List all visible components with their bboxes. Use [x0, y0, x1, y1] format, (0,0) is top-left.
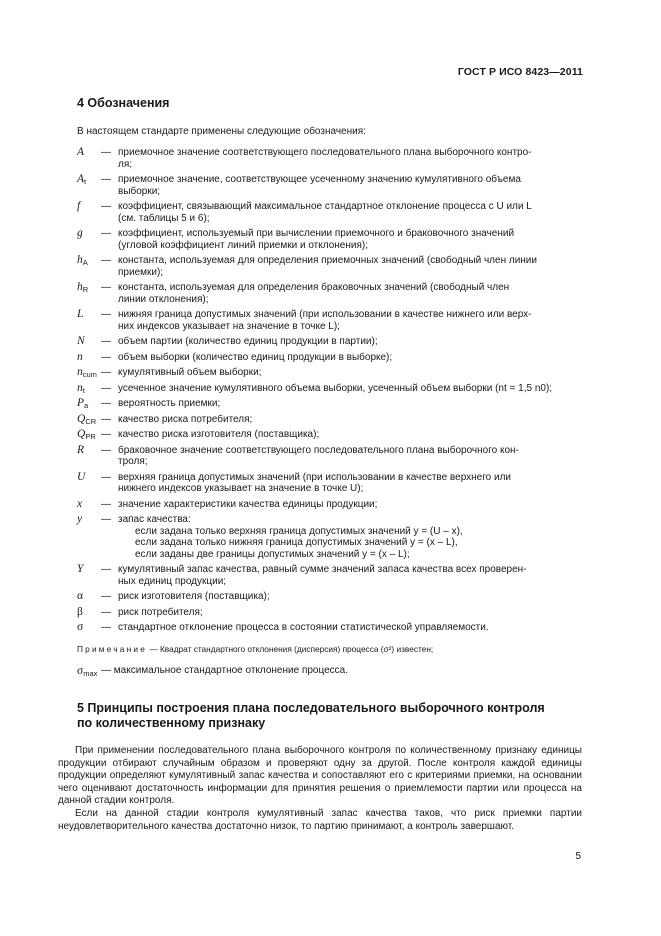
definition-text: верхняя граница допустимых значений (при использовании в качестве верхнего или нижнего индексов указывает на значение в точке U);: [118, 471, 512, 494]
definition-item: $Q_{PR}$ — качество риска изготовителя (поставщика);: [77, 429, 587, 441]
note: [77, 644, 433, 654]
paragraph: При применении последовательного плана выборочного контроля по количественному признаку единицы продукции отбирают случайным образом и проверяют одну за другой. После контроля каждой единицы продукции определяют кумулятивный запас качества и сопоставляют его с критериями приемки, на основании чего оценивают достаточность информации для принятия решения о приемлемости партии или процесса на данной стадии контроля.: [58, 745, 582, 807]
definition-symbol: $n_t$: [77, 381, 85, 395]
definition-text: вероятность приемки;: [118, 398, 221, 409]
definition-text: значение характеристики качества единицы продукции;: [118, 498, 378, 510]
definition-item: x — значение характеристики качества единицы продукции;: [77, 499, 587, 511]
definition-text: риск потребителя;: [118, 606, 203, 618]
section-5-body: [58, 745, 582, 833]
standard-code: ГОСТ Р ИСО 8423—2011: [457, 66, 583, 78]
definition-text: объем выборки (количество единиц продукции в выборке);: [118, 351, 393, 363]
section-5-title: 5 Принципы построения плана последовательного выборочного контроля по количественному признаку: [77, 701, 545, 730]
definition-text: коэффициент, используемый при вычислении приемочного и браковочного значений (угловой коэффициент линий приемки и отклонения);: [118, 228, 515, 251]
definition-text: кумулятивный объем выборки;: [118, 367, 262, 378]
definition-text: приемочное значение соответствующего последовательного плана выборочного контро- ля;: [118, 147, 532, 170]
definition-text: кумулятивный запас качества, равный сумме значений запаса качества всех проверен- ных единиц продукции;: [118, 564, 527, 587]
definition-symbol: U: [77, 470, 86, 483]
definition-item: g — коэффициент, используемый при вычислении приемочного и браковочного значений (угловой коэффициент линий приемки и отклонения);: [77, 228, 587, 251]
definition-item: A — приемочное значение соответствующего последовательного плана выборочного контро- ля;: [77, 147, 587, 170]
definition-symbol: A: [77, 146, 85, 158]
definition-item: y — запас качества: если задана только верхняя граница допустимых значений y = (U – x), если задана только нижняя граница допустимых значений y = (x – L), если заданы две границы допустимых значений y = (x – L);: [77, 514, 587, 560]
definition-item: β — риск потребителя;: [77, 607, 587, 619]
definition-item: $n_{cum}$ — кумулятивный объем выборки;: [77, 367, 587, 379]
definition-text: усеченное значение кумулятивного объема выборки, усеченный объем выборки (nt = 1,5 n0);: [118, 382, 553, 394]
definition-text: нижняя граница допустимых значений (при использовании в качестве нижнего или верх- них индексов указывает на значение в точке L);: [118, 309, 532, 332]
definition-text: риск изготовителя (поставщика);: [118, 591, 270, 602]
definition-item: $P_a$ — вероятность приемки;: [77, 398, 587, 410]
definition-item: N — объем партии (количество единиц продукции в партии);: [77, 336, 587, 348]
definition-symbol: β: [77, 605, 83, 618]
section-4-intro: В настоящем стандарте применены следующие обозначения:: [77, 126, 366, 137]
definition-text: браковочное значение соответствующего последовательного плана выборочного кон- троля;: [118, 444, 519, 467]
definition-text: качество риска изготовителя (поставщика);: [118, 429, 320, 440]
definition-symbol: α: [77, 590, 84, 602]
definition-text: максимальное стандартное отклонение процесса.: [113, 665, 348, 676]
definition-item: U — верхняя граница допустимых значений (при использовании в качестве верхнего или нижнего индексов указывает на значение в точке U);: [77, 472, 587, 495]
definition-symbol: y: [77, 513, 83, 525]
definition-symbol: $Q_{CR}$: [77, 412, 97, 426]
paragraph: Если на данной стадии контроля кумулятивный запас качества таков, что риск приемки партии неудовлетворительного качества достаточно низок, то партию принимают, а контроль завершают.: [58, 807, 582, 832]
definition-text: константа, используемая для определения браковочных значений (свободный член линии отклонения);: [118, 282, 510, 305]
definition-symbol: $Q_{PR}$: [77, 428, 96, 441]
page-number: 5: [575, 851, 581, 862]
definition-item: α — риск изготовителя (поставщика);: [77, 591, 587, 603]
definition-symbol: σ: [77, 621, 84, 633]
definition-text: качество риска потребителя;: [118, 413, 253, 425]
definition-item: f — коэффициент, связывающий максимальное стандартное отклонение процесса с U или L (см. таблицы 5 и 6);: [77, 201, 587, 224]
definition-symbol: $\sigma_{max}$: [77, 665, 98, 678]
definition-symbol: g: [77, 227, 83, 239]
definition-symbol: Y: [77, 563, 84, 575]
note-label: Примечание: [77, 644, 148, 654]
definition-item: $h_R$ — константа, используемая для определения браковочных значений (свободный член линии отклонения);: [77, 282, 587, 305]
definition-text: приемочное значение, соответствующее усеченному значению кумулятивного объема выборки;: [118, 174, 521, 197]
definition-item: $n_t$ — усеченное значение кумулятивного объема выборки, усеченный объем выборки (nt = 1,5 n0);: [77, 383, 587, 395]
definition-text: константа, используемая для определения приемочных значений (свободный член линии приемки);: [118, 255, 537, 278]
definition-item: R — браковочное значение соответствующего последовательного плана выборочного кон- троля;: [77, 445, 587, 468]
definition-item: $A_t$ — приемочное значение, соответствующее усеченному значению кумулятивного объема выборки;: [77, 174, 587, 197]
definition-symbol: $P_a$: [77, 397, 89, 410]
definition-symbol: $h_A$: [77, 254, 88, 267]
definition-item: $h_A$ — константа, используемая для определения приемочных значений (свободный член линии приемки);: [77, 255, 587, 278]
definition-item: n — объем выборки (количество единиц продукции в выборке);: [77, 352, 587, 364]
definition-symbol: $n_{cum}$: [77, 366, 97, 379]
definition-item: σ — стандартное отклонение процесса в состоянии статистической управляемости.: [77, 622, 587, 634]
definition-item: L — нижняя граница допустимых значений (при использовании в качестве нижнего или верх- них индексов указывает на значение в точке L);: [77, 309, 587, 332]
sigma-max-definition: $\sigma_{max}$ — максимальное стандартное отклонение процесса.: [77, 665, 348, 678]
definitions-list: [77, 147, 587, 638]
definition-item: $Q_{CR}$ — качество риска потребителя;: [77, 414, 587, 426]
definition-symbol: N: [77, 335, 85, 347]
definition-item: Y — кумулятивный запас качества, равный сумме значений запаса качества всех проверен- ных единиц продукции;: [77, 564, 587, 587]
definition-symbol: $A_t$: [77, 173, 87, 186]
definition-text: объем партии (количество единиц продукции в партии);: [118, 336, 378, 347]
definition-text: коэффициент, связывающий максимальное стандартное отклонение процесса с U или L (см. таблицы 5 и 6);: [118, 201, 532, 224]
definition-symbol: L: [77, 308, 84, 320]
note-text: — Квадрат стандартного отклонения (дисперсия) процесса (σ²) известен;: [149, 644, 434, 654]
definition-symbol: R: [77, 443, 85, 456]
definition-symbol: f: [77, 200, 81, 212]
definition-text: запас качества: если задана только верхняя граница допустимых значений y = (U – x), если задана только нижняя граница допустимых значений y = (x – L), если заданы две границы допустимых значений y = (x – L);: [118, 514, 463, 560]
definition-symbol: x: [77, 497, 83, 510]
definition-symbol: n: [77, 350, 83, 363]
definition-symbol: $h_R$: [77, 281, 89, 294]
section-4-title: 4 Обозначения: [77, 96, 170, 110]
definition-text: стандартное отклонение процесса в состоянии статистической управляемости.: [118, 622, 489, 633]
